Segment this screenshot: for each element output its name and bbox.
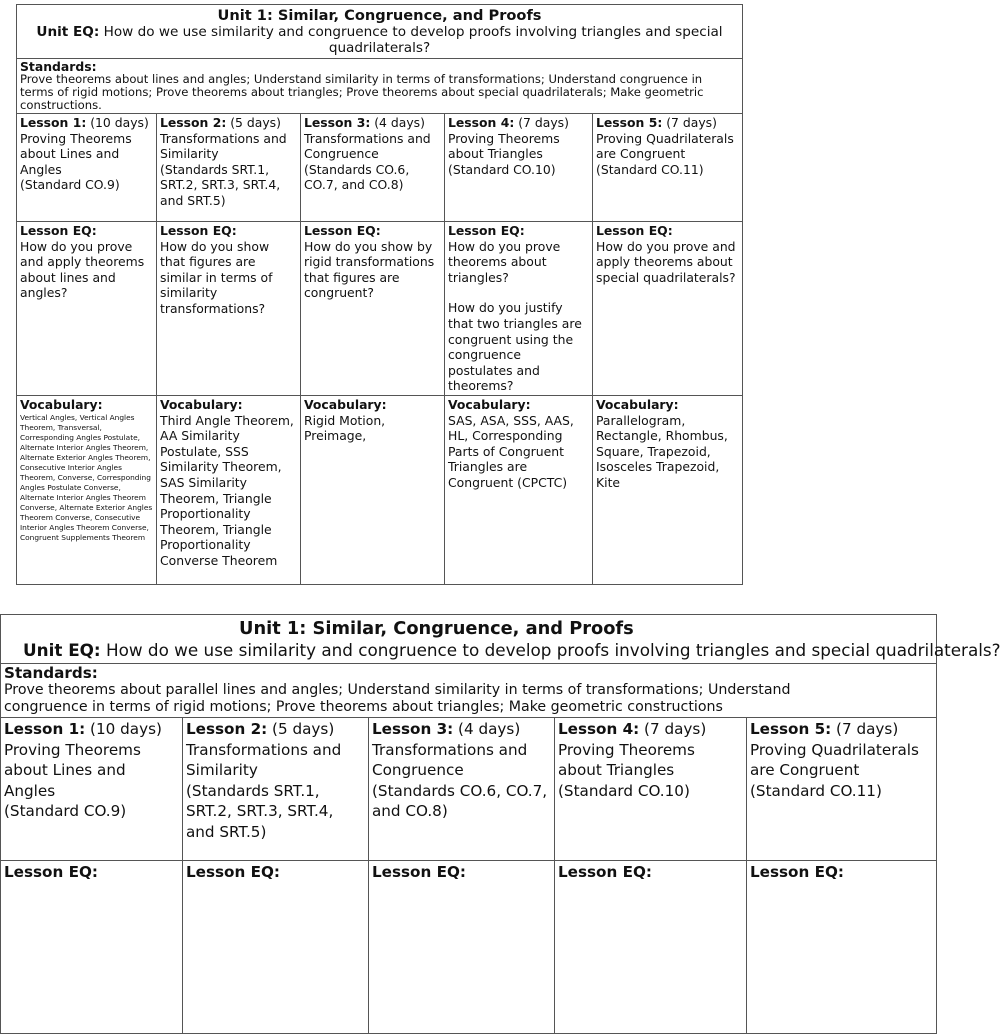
lesson-days: (5 days)	[226, 115, 281, 130]
lesson-eq-cell	[157, 222, 301, 396]
lesson-days: (7 days)	[639, 720, 707, 738]
standards-label: Standards:	[20, 59, 97, 74]
lesson-eq-cell	[445, 222, 593, 396]
lesson-eq-label: Lesson EQ:	[160, 223, 237, 238]
unit-header	[17, 5, 743, 59]
lesson-eq-label: Lesson EQ:	[750, 863, 844, 881]
lesson-days: (10 days)	[85, 720, 162, 738]
lesson-standard: (Standard CO.9)	[20, 177, 120, 193]
vocabulary-label: Vocabulary:	[160, 396, 243, 412]
lesson-days: (7 days)	[662, 115, 717, 130]
unit-plan-table-small	[16, 4, 743, 585]
lesson-2-cell	[157, 114, 301, 222]
lesson-eq-label: Lesson EQ:	[4, 863, 98, 881]
lesson-label: Lesson 1:	[4, 720, 86, 738]
standards-text-line1: Prove theorems about parallel lines and angles; Understand similarity in terms of transformations; Understand	[4, 682, 791, 698]
vocabulary-text: Parallelogram, Rectangle, Rhombus, Square, Trapezoid, Isosceles Trapezoid, Kite	[596, 412, 728, 490]
lesson-title: Proving Theorems about Lines and Angles	[4, 740, 141, 800]
lesson-eq-cell	[301, 222, 445, 396]
lesson-standard: (Standards CO.6, CO.7, and CO.8)	[372, 781, 548, 820]
unit-eq-text-part: How do we use similarity and congruence to develop proofs involving triangles and special quadrilaterals?	[100, 640, 1001, 660]
lesson-eq-label: Lesson EQ:	[372, 863, 466, 881]
lesson-5-cell	[747, 718, 937, 861]
lesson-eq-text: How do you prove theorems about triangles?	[448, 238, 561, 285]
lesson-label: Lesson 3:	[372, 720, 454, 738]
lesson-standard: (Standards CO.6, CO.7, and CO.8)	[304, 161, 410, 193]
standards-text: Prove theorems about lines and angles; Understand similarity in terms of transformations; Understand congruence in terms of rigid motions; Prove theorems about triangles; Prove theorems about special quadrilaterals; Make geometric constructions.	[20, 72, 704, 112]
lesson-standard: (Standard CO.10)	[448, 161, 556, 177]
lesson-eq-text: How do you prove and apply theorems about special quadrilaterals?	[596, 238, 736, 285]
unit-eq-text: How do we use similarity and congruence to develop proofs involving triangles and special quadrilaterals?	[99, 24, 723, 56]
zoomed-view-clip	[0, 614, 1001, 1024]
vocabulary-cell	[157, 395, 301, 584]
lesson-eq-cell	[555, 861, 747, 1034]
lesson-label: Lesson 2:	[186, 720, 268, 738]
standards-text-line2: congruence in terms of rigid motions; Prove theorems about triangles; Make geometric constructions	[4, 699, 723, 715]
lesson-eq-cell	[183, 861, 369, 1034]
lesson-eq-label: Lesson EQ:	[186, 863, 280, 881]
lesson-standard: (Standards SRT.1, SRT.2, SRT.3, SRT.4, and SRT.5)	[160, 161, 281, 208]
vocabulary-cell	[445, 395, 593, 584]
lesson-1-cell	[1, 718, 183, 861]
unit-header	[1, 615, 1001, 664]
lesson-label: Lesson 3:	[304, 115, 371, 130]
unit-eq-label: Unit EQ:	[23, 640, 101, 660]
lesson-label: Lesson 4:	[448, 115, 515, 130]
lesson-days: (5 days)	[267, 720, 335, 738]
lesson-title: Transformations and Congruence	[372, 740, 528, 779]
lesson-3-cell	[369, 718, 555, 861]
unit-title: Unit 1: Similar, Congruence, and Proofs	[239, 618, 634, 639]
lesson-days: (7 days)	[514, 115, 569, 130]
lesson-standard: (Standard CO.9)	[4, 802, 127, 820]
lesson-4-cell	[445, 114, 593, 222]
lesson-label: Lesson 2:	[160, 115, 227, 130]
unit-title: Unit 1: Similar, Congruence, and Proofs	[217, 7, 542, 24]
vocabulary-text: SAS, ASA, SSS, AAS, HL, Corresponding Parts of Congruent Triangles are Congruent (CPCTC)	[448, 412, 574, 490]
lesson-days: (7 days)	[831, 720, 899, 738]
lesson-eq-cell	[593, 222, 743, 396]
lesson-days: (4 days)	[370, 115, 425, 130]
lesson-eq-label: Lesson EQ:	[304, 223, 381, 238]
unit-plan-table-zoomed	[0, 614, 1001, 1034]
lesson-standard: (Standard CO.10)	[558, 781, 690, 800]
unit-eq-label: Unit EQ:	[36, 24, 100, 40]
standards-cell	[17, 59, 743, 114]
lesson-title: Transformations and Congruence	[304, 130, 431, 162]
lesson-title: Proving Theorems about Triangles	[558, 740, 695, 779]
standards-cell	[1, 664, 937, 718]
vocabulary-label: Vocabulary:	[596, 396, 679, 412]
vocabulary-cell	[17, 395, 157, 584]
lesson-eq-label: Lesson EQ:	[448, 223, 525, 238]
standards-label: Standards:	[4, 664, 98, 682]
vocabulary-text: Third Angle Theorem, AA Similarity Postulate, SSS Similarity Theorem, SAS Similarity Theorem, Triangle Proportionality Theorem, Triangle Proportionality Converse Theorem	[160, 412, 294, 568]
vocabulary-cell	[301, 395, 445, 584]
vocabulary-cell	[593, 395, 743, 584]
lesson-eq-cell	[17, 222, 157, 396]
lesson-5-cell	[593, 114, 743, 222]
lesson-label: Lesson 4:	[558, 720, 640, 738]
lesson-title: Proving Theorems about Triangles	[448, 130, 560, 162]
lesson-eq-cell	[1, 861, 183, 1034]
vocabulary-text: Rigid Motion, Preimage,	[304, 412, 386, 444]
lesson-label: Lesson 1:	[20, 115, 87, 130]
lesson-title: Transformations and Similarity	[160, 130, 287, 162]
lesson-standard: (Standards SRT.1, SRT.2, SRT.3, SRT.4, and SRT.5)	[186, 781, 334, 841]
lesson-title: Proving Quadrilaterals are Congruent	[596, 130, 734, 162]
lesson-eq-text-2: How do you justify that two triangles are congruent using the congruence postulates and theorems?	[448, 300, 582, 394]
lesson-days: (4 days)	[453, 720, 521, 738]
vocabulary-text: Vertical Angles, Vertical Angles Theorem, Transversal, Corresponding Angles Postulate, Alternate Interior Angles Theorem, Alternate Exterior Angles Theorem, Consecutive Interior Angles Theorem, Converse, Corresponding Angles Postulate Converse, Alternate Interior Angles Theorem Converse, Alternate Exterior Angles Theorem Converse, Consecutive Interior Angles Theorem Converse, Congruent Supplements Theorem	[20, 412, 153, 542]
lesson-eq-text: How do you show by rigid transformations that figures are congruent?	[304, 238, 435, 301]
vocabulary-label: Vocabulary:	[448, 396, 531, 412]
lesson-4-cell	[555, 718, 747, 861]
lesson-eq-label: Lesson EQ:	[558, 863, 652, 881]
lesson-1-cell	[17, 114, 157, 222]
lesson-title: Transformations and Similarity	[186, 740, 342, 779]
lesson-3-cell	[301, 114, 445, 222]
lesson-eq-cell	[747, 861, 937, 1034]
lesson-days: (10 days)	[86, 115, 149, 130]
lesson-eq-cell	[369, 861, 555, 1034]
vocabulary-label: Vocabulary:	[304, 396, 387, 412]
lesson-standard: (Standard CO.11)	[596, 161, 704, 177]
lesson-standard: (Standard CO.11)	[750, 781, 882, 800]
lesson-eq-text: How do you show that figures are similar in terms of similarity transformations?	[160, 238, 273, 316]
lesson-eq-text: How do you prove and apply theorems about lines and angles?	[20, 238, 145, 301]
lesson-eq-label: Lesson EQ:	[20, 223, 97, 238]
lesson-2-cell	[183, 718, 369, 861]
lesson-label: Lesson 5:	[596, 115, 663, 130]
lesson-title: Proving Theorems about Lines and Angles	[20, 130, 132, 177]
vocabulary-label: Vocabulary:	[20, 396, 103, 412]
lesson-eq-label: Lesson EQ:	[596, 223, 673, 238]
lesson-label: Lesson 5:	[750, 720, 832, 738]
lesson-title: Proving Quadrilaterals are Congruent	[750, 740, 919, 779]
